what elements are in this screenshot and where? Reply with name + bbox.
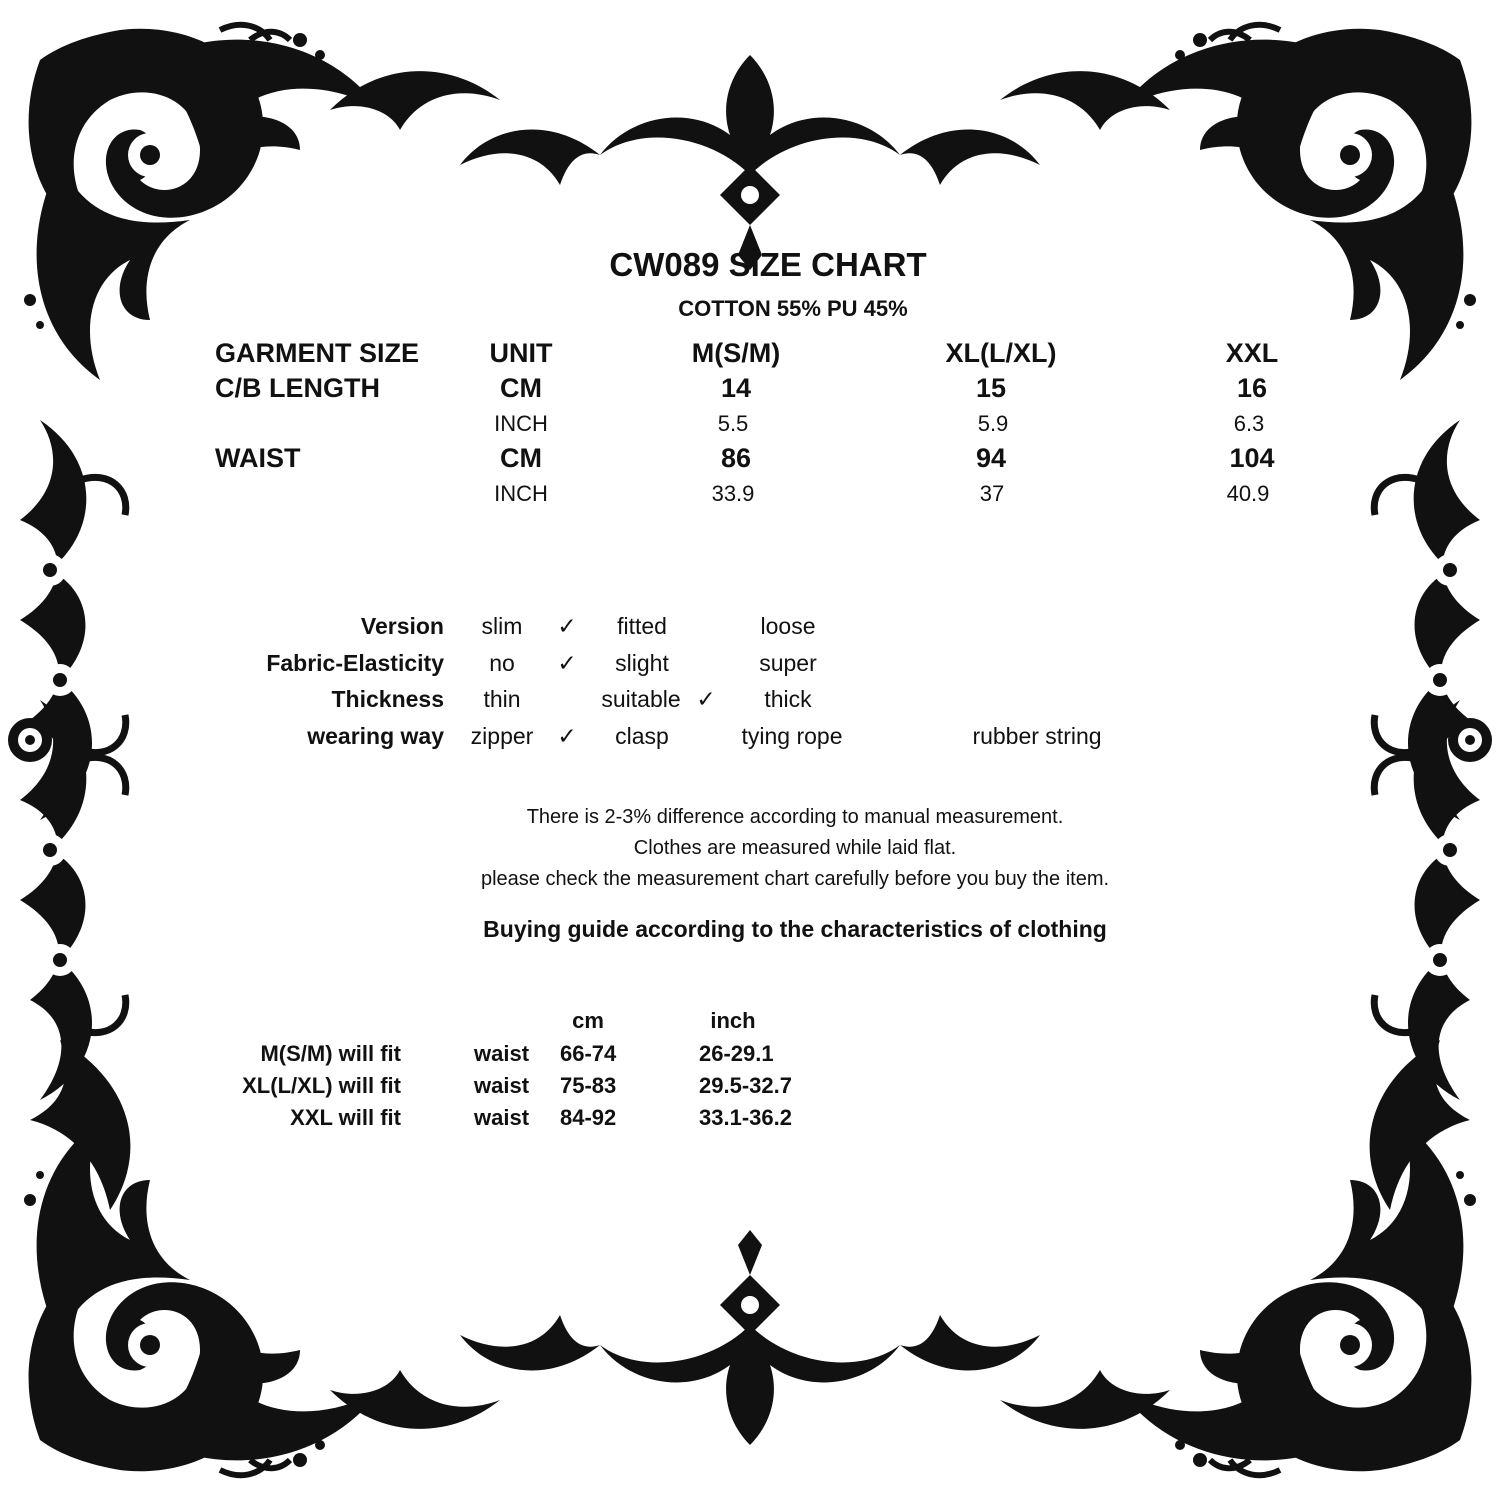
header-unit: UNIT	[489, 338, 553, 368]
fit-size-label: XXL will fit	[290, 1105, 401, 1130]
value-cell: 5.9	[977, 411, 1009, 436]
buying-guide-title: Buying guide according to the characteristics of clothing	[483, 916, 1107, 942]
feature-label: wearing way	[307, 723, 444, 749]
value-cell: 33.9	[711, 481, 755, 506]
header-size-xxl: XXL	[1225, 338, 1279, 368]
fit-col-inch: inch	[710, 1008, 756, 1033]
header-size-m: M(S/M)	[691, 338, 781, 368]
value-cell: 16	[1236, 373, 1268, 403]
material-composition: COTTON 55% PU 45%	[678, 296, 908, 321]
feature-option: slight	[615, 650, 669, 676]
measure-label: WAIST	[215, 443, 301, 473]
note-line: There is 2-3% difference according to manual measurement.	[526, 806, 1064, 828]
value-cell: 6.3	[1233, 411, 1265, 436]
value-cell: 86	[720, 443, 752, 473]
value-cell: 104	[1229, 443, 1275, 473]
check-mark-icon: ✓	[696, 686, 716, 712]
note-line: Clothes are measured while laid flat.	[633, 837, 957, 859]
fit-inch-range: 33.1-36.2	[699, 1105, 792, 1130]
value-cell: 37	[979, 481, 1005, 506]
feature-option: super	[759, 650, 817, 676]
value-cell: 14	[720, 373, 752, 403]
value-cell: 5.5	[717, 411, 749, 436]
feature-option: fitted	[617, 613, 667, 639]
feature-option: zipper	[470, 723, 534, 749]
header-size-xl: XL(L/XL)	[945, 338, 1057, 368]
fit-size-label: M(S/M) will fit	[260, 1041, 401, 1066]
check-mark-icon: ✓	[557, 613, 577, 639]
fit-part: waist	[474, 1073, 530, 1098]
value-cell: 94	[975, 443, 1007, 473]
fit-inch-range: 26-29.1	[699, 1041, 774, 1066]
fit-inch-range: 29.5-32.7	[699, 1073, 792, 1098]
feature-option: suitable	[601, 686, 681, 712]
fit-cm-range: 84-92	[560, 1105, 617, 1130]
feature-option: rubber string	[972, 723, 1102, 749]
check-mark-icon: ✓	[557, 723, 577, 749]
unit-cell: CM	[500, 443, 542, 473]
feature-option: thick	[764, 686, 812, 712]
unit-cell: CM	[500, 373, 542, 403]
note-line: please check the measurement chart carefully before you buy the item.	[480, 868, 1110, 890]
feature-label: Thickness	[331, 686, 444, 712]
fit-size-label: XL(L/XL) will fit	[242, 1073, 401, 1098]
value-cell: 40.9	[1226, 481, 1270, 506]
fit-part: waist	[474, 1105, 530, 1130]
value-cell: 15	[975, 373, 1007, 403]
feature-option: slim	[481, 613, 523, 639]
feature-label: Fabric-Elasticity	[266, 650, 444, 676]
measure-label: C/B LENGTH	[215, 373, 380, 403]
chart-title: CW089 SIZE CHART	[609, 246, 927, 283]
feature-option: clasp	[615, 723, 669, 749]
feature-label: Version	[360, 613, 444, 639]
fit-cm-range: 66-74	[560, 1041, 617, 1066]
feature-option: tying rope	[741, 723, 843, 749]
feature-option: loose	[760, 613, 816, 639]
fit-cm-range: 75-83	[560, 1073, 617, 1098]
fit-part: waist	[474, 1041, 530, 1066]
unit-cell: INCH	[494, 411, 548, 436]
fit-col-cm: cm	[572, 1008, 604, 1033]
header-garment-size: GARMENT SIZE	[215, 338, 420, 368]
check-mark-icon: ✓	[557, 650, 577, 676]
feature-option: thin	[483, 686, 521, 712]
feature-option: no	[489, 650, 515, 676]
unit-cell: INCH	[494, 481, 548, 506]
